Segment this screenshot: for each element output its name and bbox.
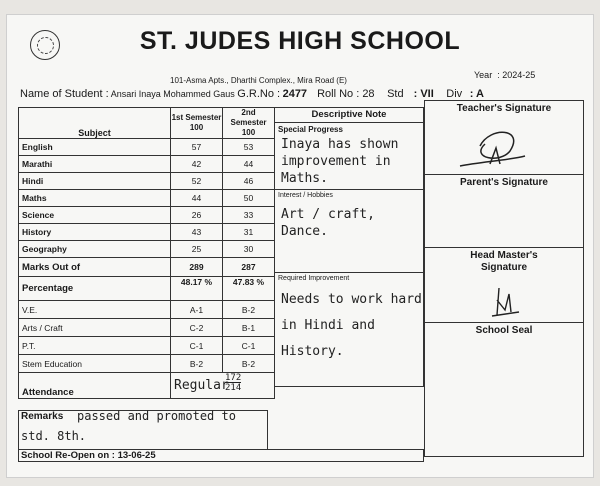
note-line: Needs to work hard [281, 292, 422, 307]
reopen-box [18, 449, 424, 462]
percentage-row [19, 277, 275, 301]
attendance-row [19, 373, 275, 399]
parent-signature-label: Parent's Signature [460, 177, 548, 188]
marks-out-of-sem1: 289 [171, 258, 223, 277]
year-value: : 2024-25 [497, 70, 536, 80]
interest-label: Interest / Hobbies [278, 192, 333, 199]
note-line: Maths. [281, 171, 328, 186]
marks-out-of-row [19, 258, 275, 277]
headmaster-signature-label [425, 250, 583, 274]
subject-sem2: 30 [223, 241, 275, 258]
special-progress-label: Special Progress [278, 125, 343, 134]
note-line: Art / craft, [281, 207, 375, 222]
student-info [20, 88, 484, 100]
std-label: Std [387, 88, 404, 100]
year-label: Year [474, 70, 493, 80]
grade-subject: Stem Education [19, 355, 171, 373]
teacher-signature-box [424, 100, 584, 175]
note-line: History. [281, 344, 344, 359]
attendance-value-cell [171, 373, 275, 399]
grade-row [19, 355, 275, 373]
interest-text [281, 206, 375, 240]
subject-subject: Science [19, 207, 171, 224]
subject-sem1: 57 [171, 139, 223, 156]
subject-sem1: 43 [171, 224, 223, 241]
headmaster-signature-box [424, 247, 584, 323]
subject-subject: English [19, 139, 171, 156]
headmaster-signature-mark [487, 280, 527, 320]
subject-sem1: 25 [171, 241, 223, 258]
grade-sem2: B-1 [223, 319, 275, 337]
percentage-sem2: 47.83 % [223, 277, 275, 301]
academic-year [474, 70, 535, 80]
school-seal-label: School Seal [475, 325, 533, 336]
subject-sem1: 52 [171, 173, 223, 190]
subject-subject: Hindi [19, 173, 171, 190]
descriptive-header [274, 107, 424, 123]
grade-subject: V.E. [19, 301, 171, 319]
grade-row [19, 301, 275, 319]
subject-sem1: 44 [171, 190, 223, 207]
subject-row [19, 224, 275, 241]
improvement-box [274, 272, 424, 387]
sem2-header [223, 108, 275, 139]
parent-signature-box [424, 174, 584, 248]
marks-out-of-label: Marks Out of [19, 258, 171, 277]
percentage-label: Percentage [19, 277, 171, 301]
gr-label: G.R.No : [237, 88, 281, 100]
special-progress-box [274, 122, 424, 190]
headmaster-label-line2: Signature [480, 262, 528, 273]
marks-out-of-sem2: 287 [223, 258, 275, 277]
attendance-fraction [225, 373, 241, 393]
subject-subject: Geography [19, 241, 171, 258]
grade-row [19, 337, 275, 355]
headmaster-label-line1: Head Master's [470, 250, 538, 261]
grade-sem1: B-2 [171, 355, 223, 373]
attendance-present: 172 [225, 373, 242, 383]
descriptive-title: Descriptive Note [311, 109, 387, 120]
remarks-line2: std. 8th. [21, 429, 87, 443]
div-label: Div [446, 88, 463, 100]
subject-row [19, 156, 275, 173]
sem1-max: 100 [189, 123, 204, 132]
note-line: Inaya has shown [281, 137, 399, 152]
grade-sem1: C-2 [171, 319, 223, 337]
note-line: improvement in [281, 154, 391, 169]
grade-sem2: C-1 [223, 337, 275, 355]
subject-sem2: 53 [223, 139, 275, 156]
remarks-box [18, 410, 268, 450]
grade-row [19, 319, 275, 337]
subject-sem2: 44 [223, 156, 275, 173]
subject-subject: History [19, 224, 171, 241]
sem1-header [171, 108, 223, 139]
subject-sem2: 33 [223, 207, 275, 224]
student-name-label: Name of Student : [20, 88, 109, 100]
sem1-title: 1st Semester [171, 113, 222, 122]
subject-row [19, 173, 275, 190]
percentage-sem1: 48.17 % [171, 277, 223, 301]
grade-sem2: B-2 [223, 355, 275, 373]
attendance-total: 214 [225, 383, 242, 393]
school-address: 101-Asma Apts., Dharthi Complex., Mira Road (E) [170, 76, 347, 85]
div-value: : A [469, 88, 484, 100]
interest-box [274, 189, 424, 273]
grade-subject: Arts / Craft [19, 319, 171, 337]
grade-sem1: C-1 [171, 337, 223, 355]
subject-sem2: 46 [223, 173, 275, 190]
note-line: in Hindi and [281, 318, 375, 333]
school-name: ST. JUDES HIGH SCHOOL [139, 27, 461, 55]
teacher-signature-label: Teacher's Signature [456, 103, 552, 114]
subject-row [19, 207, 275, 224]
remarks-line1: passed and promoted to [77, 409, 236, 423]
gr-value: 2477 [282, 88, 308, 100]
subject-sem1: 42 [171, 156, 223, 173]
improvement-label: Required Improvement [278, 275, 350, 282]
subject-header: Subject [19, 108, 171, 139]
subject-sem1: 26 [171, 207, 223, 224]
grade-sem1: A-1 [171, 301, 223, 319]
teacher-signature-mark [450, 116, 530, 171]
subject-row [19, 139, 275, 156]
subject-subject: Marathi [19, 156, 171, 173]
subject-subject: Maths [19, 190, 171, 207]
roll-number: Roll No : 28 [317, 88, 375, 100]
sem2-max: 100 [241, 128, 256, 137]
sem2-title: 2nd Semester [230, 108, 267, 127]
note-line: Dance. [281, 224, 328, 239]
subject-sem2: 31 [223, 224, 275, 241]
attendance-label: Attendance [19, 373, 171, 399]
subject-row [19, 190, 275, 207]
grade-subject: P.T. [19, 337, 171, 355]
reopen-date: School Re-Open on : 13-06-25 [21, 450, 156, 461]
subject-row [19, 241, 275, 258]
marks-table [18, 107, 275, 399]
student-name: Ansari Inaya Mohammed Gaus [110, 89, 235, 99]
std-value: : VII [413, 88, 434, 100]
special-progress-text [281, 136, 398, 187]
improvement-text [281, 287, 422, 365]
grade-sem2: B-2 [223, 301, 275, 319]
remarks-label: Remarks [21, 411, 64, 422]
subject-sem2: 50 [223, 190, 275, 207]
school-seal-box [424, 322, 584, 457]
attendance-value: Regular [174, 378, 229, 393]
